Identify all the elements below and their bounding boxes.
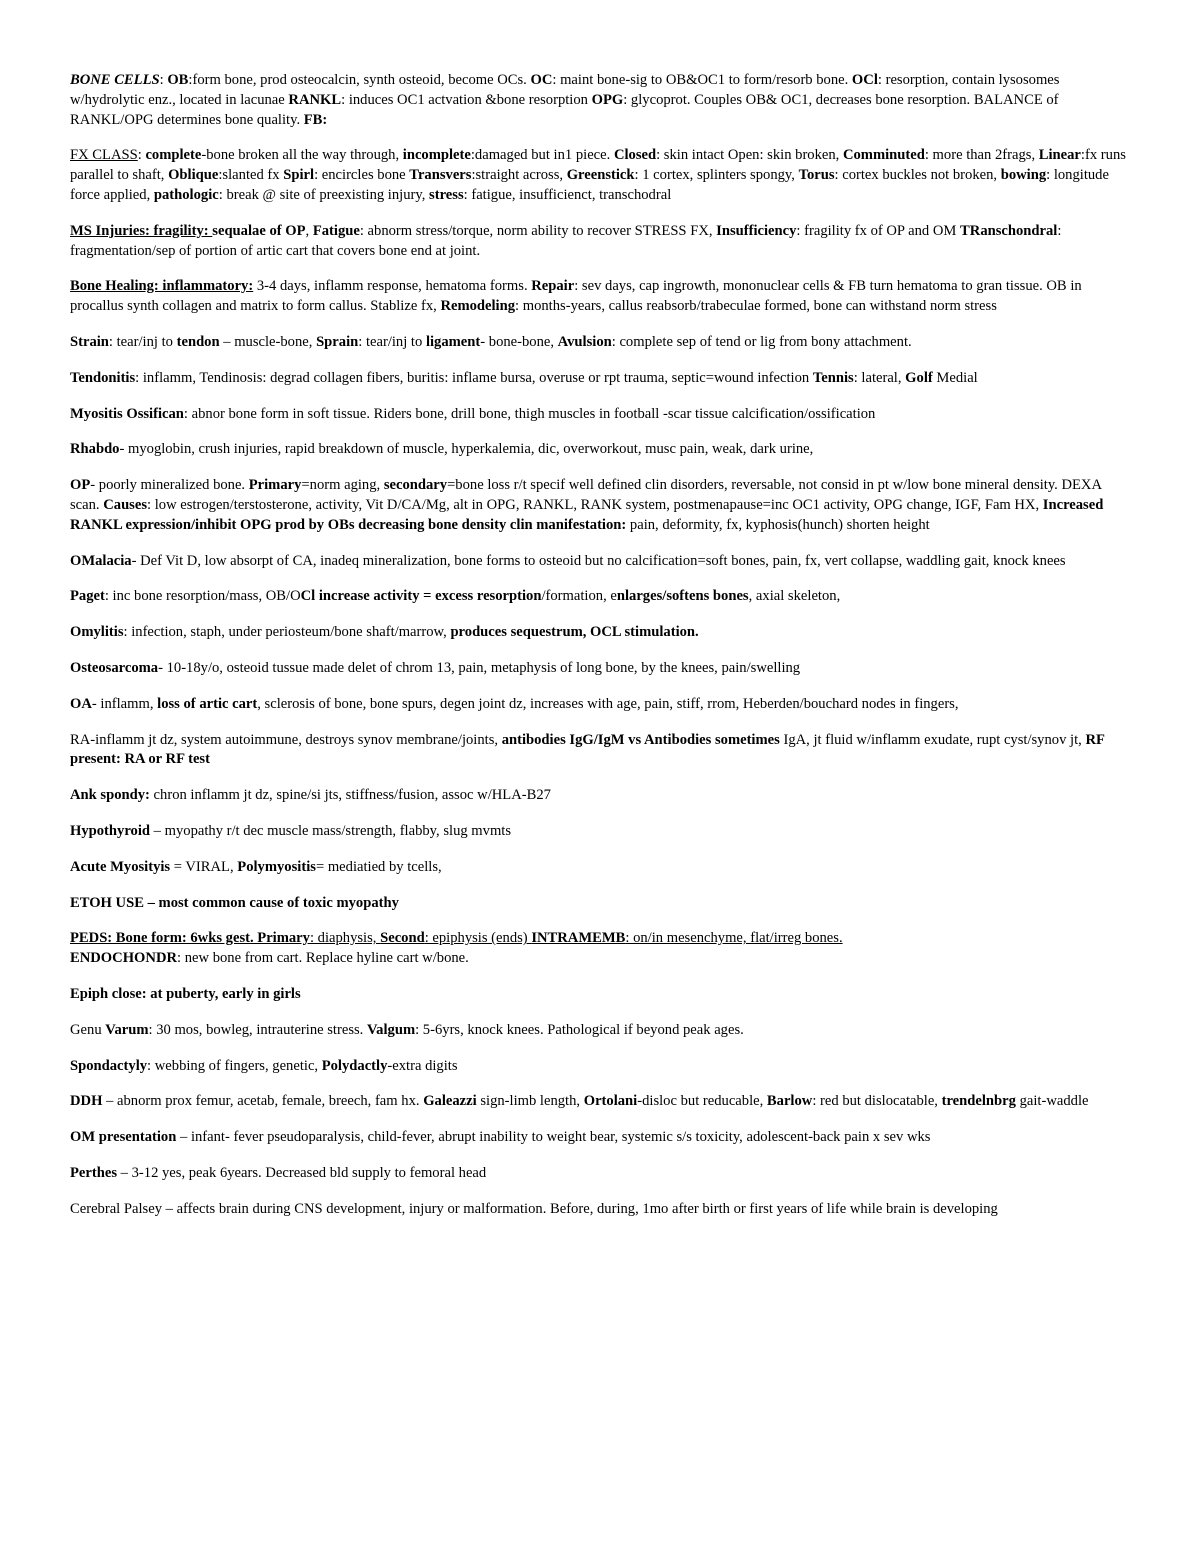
bold-term: Tennis (812, 369, 854, 386)
note-paragraph (70, 929, 1130, 949)
note-text: :damaged but in1 piece. (470, 147, 614, 164)
bold-term: OPG (591, 91, 624, 108)
note-paragraph (70, 1021, 1130, 1041)
note-text: : complete sep of tend or lig from bony attachment. (611, 333, 912, 350)
note-text: : longitude force applied, (70, 167, 1109, 203)
note-text: – muscle-bone, (219, 333, 317, 350)
bold-term: Epiph close: at puberty, early in girls (70, 985, 301, 1002)
bold-term: RANKL (288, 91, 342, 108)
bold-term: antibodies IgG/IgM vs Antibodies sometimes (501, 731, 780, 748)
note-paragraph (70, 369, 1130, 389)
note-text: : red but dislocatable, (812, 1093, 942, 1110)
bold-term: OA (70, 695, 92, 712)
note-text: : resorption, contain lysosomes w/hydrolytic enz., located in lacunae (70, 72, 1060, 108)
note-text: : epiphysis (ends) (424, 930, 532, 947)
note-text: pain, deformity, fx, kyphosis(hunch) shorten height (626, 516, 930, 533)
note-text: :form bone, prod osteocalcin, synth osteoid, become OCs. (188, 72, 531, 88)
bold-term: MS Injuries: fragility: (70, 222, 213, 239)
note-text: - bone-bone, (480, 333, 558, 350)
bold-term: incomplete (402, 147, 471, 164)
bold-term: tendon (176, 333, 220, 350)
bold-term: Valgum (366, 1021, 416, 1038)
note-text: – abnorm prox femur, acetab, female, breech, fam hx. (102, 1093, 424, 1110)
note-text: Medial (932, 369, 978, 386)
bold-term: Ortolani (583, 1093, 638, 1110)
note-text: : inflamm, Tendinosis: degrad collagen fibers, buritis: inflame bursa, overuse or rpt trauma, septic=wound infection (135, 369, 813, 386)
bold-term: trendelnbrg (941, 1093, 1016, 1110)
note-text: : glycoprot. Couples OB& OC1, decreases bone resorption. BALANCE of RANKL/OPG determines bone quality. (70, 91, 1059, 128)
bold-term: Strain (70, 333, 109, 350)
note-paragraph (70, 822, 1130, 842)
bold-term: Omylitis (70, 624, 124, 641)
bold-term: Remodeling (440, 298, 516, 315)
note-text: : maint bone-sig to OB&OC1 to form/resorb bone. (552, 72, 852, 88)
note-paragraph (70, 333, 1130, 353)
bold-term: Acute Myosityis (70, 858, 171, 875)
note-paragraph (70, 587, 1130, 607)
bold-term: OB (167, 72, 189, 88)
bold-term: ETOH USE – most common cause of toxic myopathy (70, 894, 399, 911)
note-text: : tear/inj to (358, 333, 426, 350)
note-text: =bone loss r/t specif well defined clin disorders, reversable, not consid in pt w/low bone mineral density. DEXA scan. (70, 477, 1102, 513)
note-text: :fx runs parallel to shaft, (70, 147, 1126, 184)
bold-term: nlarges/softens bones (616, 588, 749, 605)
note-text: Genu (70, 1021, 106, 1038)
note-text: - poorly mineralized bone. (90, 477, 249, 494)
bold-term: OM presentation (70, 1129, 177, 1146)
note-text: IgA, jt fluid w/inflamm exudate, rupt cyst/synov jt, (779, 731, 1086, 748)
bold-term: Bone Healing: inflammatory: (70, 278, 254, 295)
note-text: : new bone from cart. Replace hyline cart w/bone. (177, 950, 469, 967)
note-text: : sev days, cap ingrowth, mononuclear cells & FB turn hematoma to gran tissue. OB in procallus synth collagen and matrix to form callus. Stablize fx, (70, 278, 1082, 315)
note-text: :straight across, (471, 167, 567, 184)
note-paragraph (70, 222, 1130, 262)
note-text: -disloc but reducable, (637, 1093, 767, 1110)
bold-term: Second (380, 930, 425, 947)
note-text: /formation, e (541, 588, 617, 605)
note-text: : fatigue, insufficienct, transchodral (463, 186, 672, 203)
note-text: : (159, 72, 168, 88)
bold-term: Transvers (409, 167, 472, 184)
bold-term: TRanschondral (960, 222, 1058, 239)
bold-term: loss of artic cart (157, 695, 258, 712)
note-text: : encircles bone (314, 167, 410, 184)
bold-term: Increased RANKL expression/inhibit OPG prod by OBs decreasing bone density clin manifestation: (70, 496, 1104, 533)
bold-term: produces sequestrum, OCL stimulation. (450, 624, 699, 641)
bold-term: Closed (613, 147, 657, 164)
note-text: : fragmentation/sep of portion of artic cart that covers bone end at joint. (70, 222, 1062, 259)
bold-term: Perthes (70, 1164, 118, 1181)
note-text: , (305, 222, 313, 239)
note-text: : abnorm stress/torque, norm ability to recover STRESS FX, (359, 222, 717, 239)
note-text: sign-limb length, (476, 1093, 584, 1110)
note-paragraph (70, 894, 1130, 914)
bold-term: OMalacia (70, 552, 132, 569)
note-paragraph (70, 71, 1130, 130)
bold-term: RF present: RA or RF test (70, 731, 1105, 768)
note-text: : 30 mos, bowleg, intrauterine stress. (148, 1021, 367, 1038)
note-text: : 5-6yrs, knock knees. Pathological if beyond peak ages. (415, 1021, 744, 1038)
bold-term: Primary (248, 477, 302, 494)
bold-term: Polydactly (321, 1057, 388, 1074)
note-text: - myoglobin, crush injuries, rapid breakdown of muscle, hyperkalemia, dic, overworkout, musc pain, weak, dark urine, (119, 441, 814, 458)
bold-term: OP (70, 477, 91, 494)
note-paragraph (70, 440, 1130, 460)
bold-term: Hypothyroid (70, 822, 151, 839)
bold-term: OCl (851, 72, 878, 88)
note-text: : cortex buckles not broken, (834, 167, 1001, 184)
note-text: , sclerosis of bone, bone spurs, degen joint dz, increases with age, pain, stiff, rrom, Heberden/bouchard nodes in fingers, (257, 695, 959, 712)
bold-term: bowing (1000, 167, 1047, 184)
note-text: – 3-12 yes, peak 6years. Decreased bld supply to femoral head (117, 1164, 487, 1181)
bold-term: Insufficiency (716, 222, 797, 239)
bold-term: Cl increase activity = excess resorption (300, 588, 542, 605)
note-text: - 10-18y/o, osteoid tussue made delet of chrom 13, pain, metaphysis of long bone, by the knees, pain/swelling (158, 659, 801, 676)
note-text: : (137, 147, 146, 164)
bold-term: OC (530, 72, 553, 88)
bold-term: Paget (70, 588, 105, 605)
note-text: : diaphysis, (309, 930, 381, 947)
note-text: : low estrogen/terstosterone, activity, Vit D/CA/Mg, alt in OPG, RANKL, RANK system, postmenapause=inc OC1 activity, OPG change, IGF, Fam HX, (147, 496, 1043, 513)
bold-term: PEDS: Bone form: 6wks gest. Primary (70, 930, 310, 947)
bold-term: Spondactyly (70, 1057, 148, 1074)
bold-term: Rhabdo (70, 441, 120, 458)
bold-term: Comminuted (842, 147, 925, 164)
note-text: - inflamm, (91, 695, 158, 712)
note-paragraph (70, 552, 1130, 572)
note-text: : lateral, (853, 369, 906, 386)
note-text: : inc bone resorption/mass, OB/O (104, 588, 301, 605)
bold-term: Oblique (168, 167, 219, 184)
note-text: : 1 cortex, splinters spongy, (634, 167, 799, 184)
bold-term: Greenstick (566, 167, 635, 184)
note-text: =norm aging, (301, 477, 384, 494)
note-text: : webbing of fingers, genetic, (147, 1057, 322, 1074)
note-text: - Def Vit D, low absorpt of CA, inadeq mineralization, bone forms to osteoid but no calcification=soft bones, pain, fx, vert collapse, waddling gait, knock knees (131, 552, 1066, 569)
bold-term: Golf (905, 369, 933, 386)
bold-term: Galeazzi (423, 1093, 477, 1110)
note-paragraph (70, 786, 1130, 806)
note-text: – myopathy r/t dec muscle mass/strength, flabby, slug mvmts (150, 822, 512, 839)
bold-term: Tendonitis (70, 369, 136, 386)
bold-term: Repair (531, 278, 575, 295)
bold-term: pathologic (153, 186, 219, 203)
bold-term: Osteosarcoma (70, 659, 159, 676)
bold-term: Causes (103, 496, 148, 513)
note-text: : induces OC1 actvation &bone resorption (341, 91, 592, 108)
note-paragraph (70, 476, 1130, 535)
note-paragraph (70, 1057, 1130, 1077)
note-text: :slanted fx (218, 167, 284, 184)
bold-term: complete (145, 147, 202, 164)
note-paragraph (70, 277, 1130, 317)
note-text: Cerebral Palsey – affects brain during CNS development, injury or malformation. Before, during, 1mo after birth or first years of life while brain is developing (70, 1200, 998, 1217)
bold-term: stress (429, 186, 464, 203)
note-text: : infection, staph, under periosteum/bone shaft/marrow, (123, 624, 451, 641)
note-paragraph (70, 1164, 1130, 1184)
note-text: -bone broken all the way through, (201, 147, 403, 164)
note-paragraph (70, 1128, 1130, 1148)
note-text: : break @ site of preexisting injury, (218, 186, 430, 203)
bold-term: INTRAMEMB (531, 930, 626, 947)
note-text: : on/in mesenchyme, flat/irreg bones. (625, 930, 843, 947)
note-text: -extra digits (387, 1057, 458, 1074)
note-paragraph (70, 695, 1130, 715)
note-paragraph (70, 731, 1130, 771)
note-text: : more than 2frags, (924, 147, 1039, 164)
note-text: : abnor bone form in soft tissue. Riders bone, drill bone, thigh muscles in football -scar tissue calcification/ossification (183, 405, 876, 422)
note-paragraph (70, 858, 1130, 878)
note-paragraph (70, 949, 1130, 969)
bold-term: secondary (383, 477, 448, 494)
bold-term: Spirl (283, 167, 315, 184)
bold-term: Fatigue (312, 222, 360, 239)
bold-term: ENDOCHONDR (70, 950, 178, 967)
bold-term: Torus (798, 167, 835, 184)
note-paragraph (70, 1200, 1130, 1220)
note-paragraph (70, 1092, 1130, 1112)
note-text: RA-inflamm jt dz, system autoimmune, destroys synov membrane/joints, (70, 731, 502, 748)
note-text: = VIRAL, (170, 858, 238, 875)
bold-term: Avulsion (557, 333, 612, 350)
note-text: chron inflamm jt dz, spine/si jts, stiffness/fusion, assoc w/HLA-B27 (149, 787, 551, 804)
note-text: , axial skeleton, (748, 588, 841, 605)
bold-term: sequalae of OP (212, 222, 306, 239)
note-text: : fragility fx of OP and OM (796, 222, 961, 239)
note-text: gait-waddle (1015, 1093, 1089, 1110)
bold-term: Barlow (766, 1093, 813, 1110)
note-paragraph (70, 985, 1130, 1005)
note-text: – infant- fever pseudoparalysis, child-fever, abrupt inability to weight bear, systemic s/s toxicity, adolescent-back pain x sev wks (176, 1129, 931, 1146)
bold-term: Varum (105, 1021, 149, 1038)
bold-term: Polymyositis (237, 858, 316, 875)
note-text: : tear/inj to (108, 333, 177, 350)
note-paragraph (70, 146, 1130, 205)
note-text: 3-4 days, inflamm response, hematoma forms. (253, 278, 532, 295)
note-text: : skin intact Open: skin broken, (656, 147, 843, 164)
bold-term: DDH (70, 1093, 103, 1110)
bold-term: BONE CELLS (70, 72, 160, 88)
note-text: = mediatied by tcells, (315, 858, 442, 875)
note-paragraph (70, 623, 1130, 643)
bold-term: Ank spondy: (70, 787, 150, 804)
note-text: : months-years, callus reabsorb/trabeculae formed, bone can withstand norm stress (515, 298, 997, 315)
bold-term: Linear (1038, 147, 1081, 164)
bold-term: Sprain (316, 333, 359, 350)
bold-term: FB: (303, 111, 328, 128)
note-paragraph (70, 405, 1130, 425)
bold-term: ligament (425, 333, 481, 350)
bold-term: Myositis Ossifican (70, 405, 184, 422)
note-paragraph (70, 659, 1130, 679)
note-text: FX CLASS (70, 147, 138, 164)
